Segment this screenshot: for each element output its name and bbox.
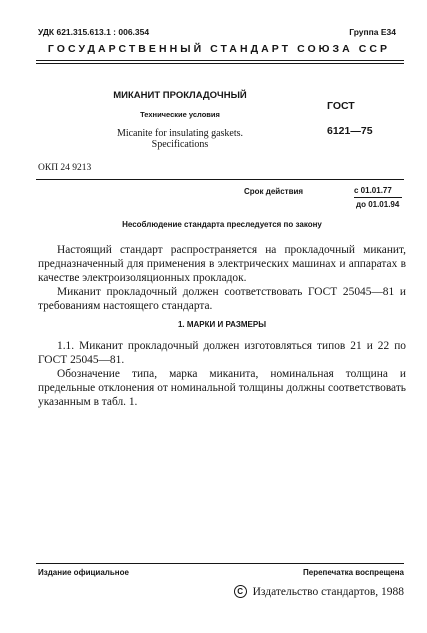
section-heading: 1. МАРКИ И РАЗМЕРЫ xyxy=(177,320,267,329)
english-title-line1: Micanite for insulating gaskets. xyxy=(116,128,244,139)
validity-label: Срок действия xyxy=(244,187,304,196)
copyright-icon: C xyxy=(234,585,247,598)
body-paragraph: 1.1. Миканит прокладочный должен изготовляться типов 21 и 22 по ГОСТ 25045—81. xyxy=(38,340,406,366)
header-rule-thick xyxy=(36,60,404,61)
header-rule-thin xyxy=(36,63,404,64)
publisher-line xyxy=(234,585,404,598)
reprint-notice: Перепечатка воспрещена xyxy=(303,568,404,577)
publisher-name: Издательство стандартов, 1988 xyxy=(252,586,404,598)
violation-notice: Несоблюдение стандарта преследуется по закону xyxy=(122,220,322,229)
document-title: МИКАНИТ ПРОКЛАДОЧНЫЙ xyxy=(113,90,247,101)
udk-code: УДК 621.315.613.1 : 006.354 xyxy=(38,27,150,37)
gost-label: ГОСТ xyxy=(327,100,355,112)
edition-label: Издание официальное xyxy=(38,568,129,577)
validity-from: с 01.01.77 xyxy=(354,186,392,195)
body-paragraph: Настоящий стандарт распространяется на прокладочный миканит, предназначенный для применения в электрических машинах и аппаратах в качестве электроизоляционных прокладок. xyxy=(38,244,406,284)
title-block xyxy=(80,90,280,150)
footer-rule xyxy=(36,563,404,564)
document-subtitle: Технические условия xyxy=(140,110,220,119)
gost-number: 6121—75 xyxy=(327,125,373,137)
body-paragraph: Миканит прокладочный должен соответствовать ГОСТ 25045—81 и требованиям настоящего стандарта. xyxy=(38,286,406,312)
validity-rule xyxy=(354,197,402,198)
standard-banner: ГОСУДАРСТВЕННЫЙ СТАНДАРТ СОЮЗА ССР xyxy=(47,43,391,55)
title-rule xyxy=(36,179,404,180)
validity-to: до 01.01.94 xyxy=(356,200,400,209)
english-title-line2: Specifications xyxy=(151,139,209,150)
group-code: Группа Е34 xyxy=(349,27,396,37)
body-paragraph: Обозначение типа, марка миканита, номинальная толщина и предельные отклонения от номинальной толщины должны соответствовать указанным в табл. 1. xyxy=(38,368,406,408)
okp-code: ОКП 24 9213 xyxy=(38,163,92,173)
